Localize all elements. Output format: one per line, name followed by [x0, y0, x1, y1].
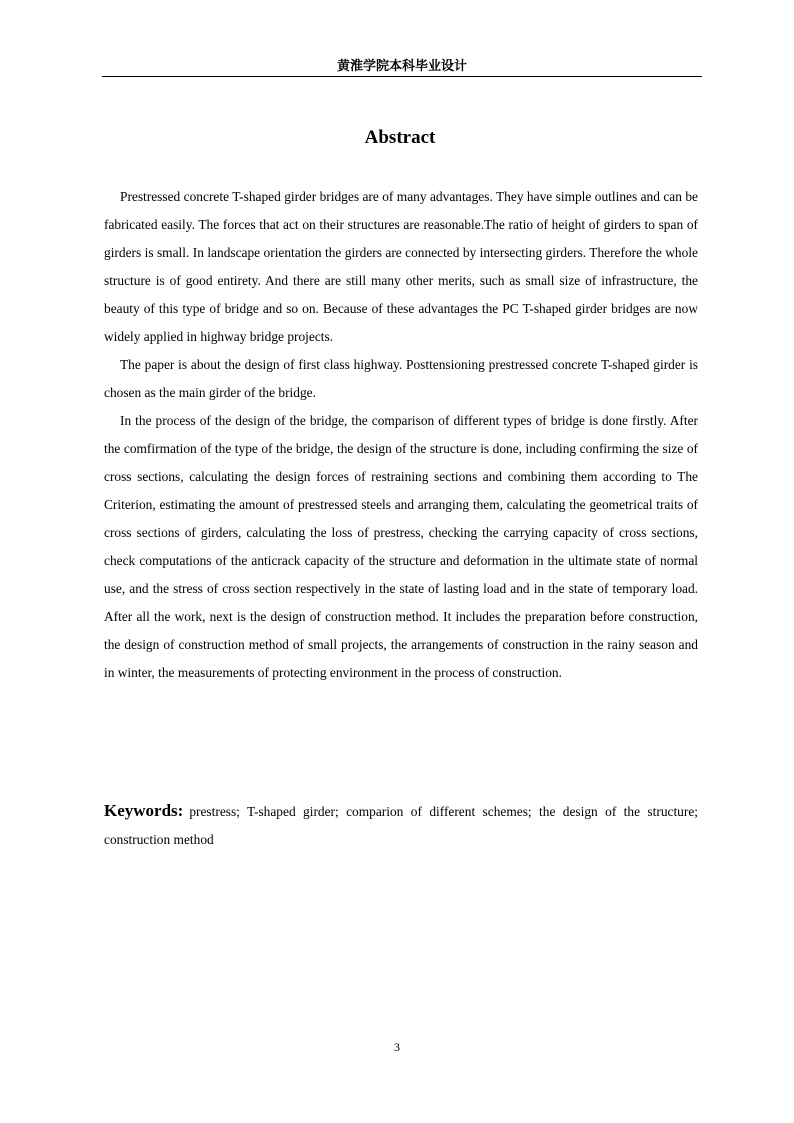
abstract-body [104, 183, 698, 687]
abstract-title: Abstract [364, 127, 436, 148]
abstract-paragraph: The paper is about the design of first class highway. Posttensioning prestressed concrete T-shaped girder is chosen as the main girder of the bridge. [104, 357, 698, 400]
page-header: 黄淮学院本科毕业设计 [336, 59, 467, 74]
keywords-text: prestress; T-shaped girder; comparion of different schemes; the design of the structure; construction method [104, 804, 698, 847]
keywords-label: Keywords: [104, 801, 184, 820]
page-number: 3 [394, 1040, 400, 1054]
keywords-block [104, 797, 698, 854]
abstract-paragraph: In the process of the design of the bridge, the comparison of different types of bridge is done firstly. After the comfirmation of the type of the bridge, the design of the structure is done, including confirming the size of cross sections, calculating the design forces of restraining sections and combining them according to The Criterion, estimating the amount of prestressed steels and arranging them, calculating the geometrical traits of cross sections of girders, calculating the loss of prestress, checking the carrying capacity of cross sections, check computations of the anticrack capacity of the structure and deformation in the ultimate state of normal use, and the stress of cross section respectively in the state of lasting load and in the state of temporary load. After all the work, next is the design of construction method. It includes the preparation before construction, the design of construction method of small projects, the arrangements of construction in the rainy season and in winter, the measurements of protecting environment in the process of construction. [104, 413, 698, 680]
abstract-paragraph: Prestressed concrete T-shaped girder bridges are of many advantages. They have simple outlines and can be fabricated easily. The forces that act on their structures are reasonable.The ratio of height of girders to span of girders is small. In landscape orientation the girders are connected by intersecting girders. Therefore the whole structure is of good entirety. And there are still many other merits, such as small size of infrastructure, the beauty of this type of bridge and so on. Because of these advantages the PC T-shaped girder bridges are now widely applied in highway bridge projects. [104, 189, 698, 344]
header-rule [102, 76, 702, 77]
